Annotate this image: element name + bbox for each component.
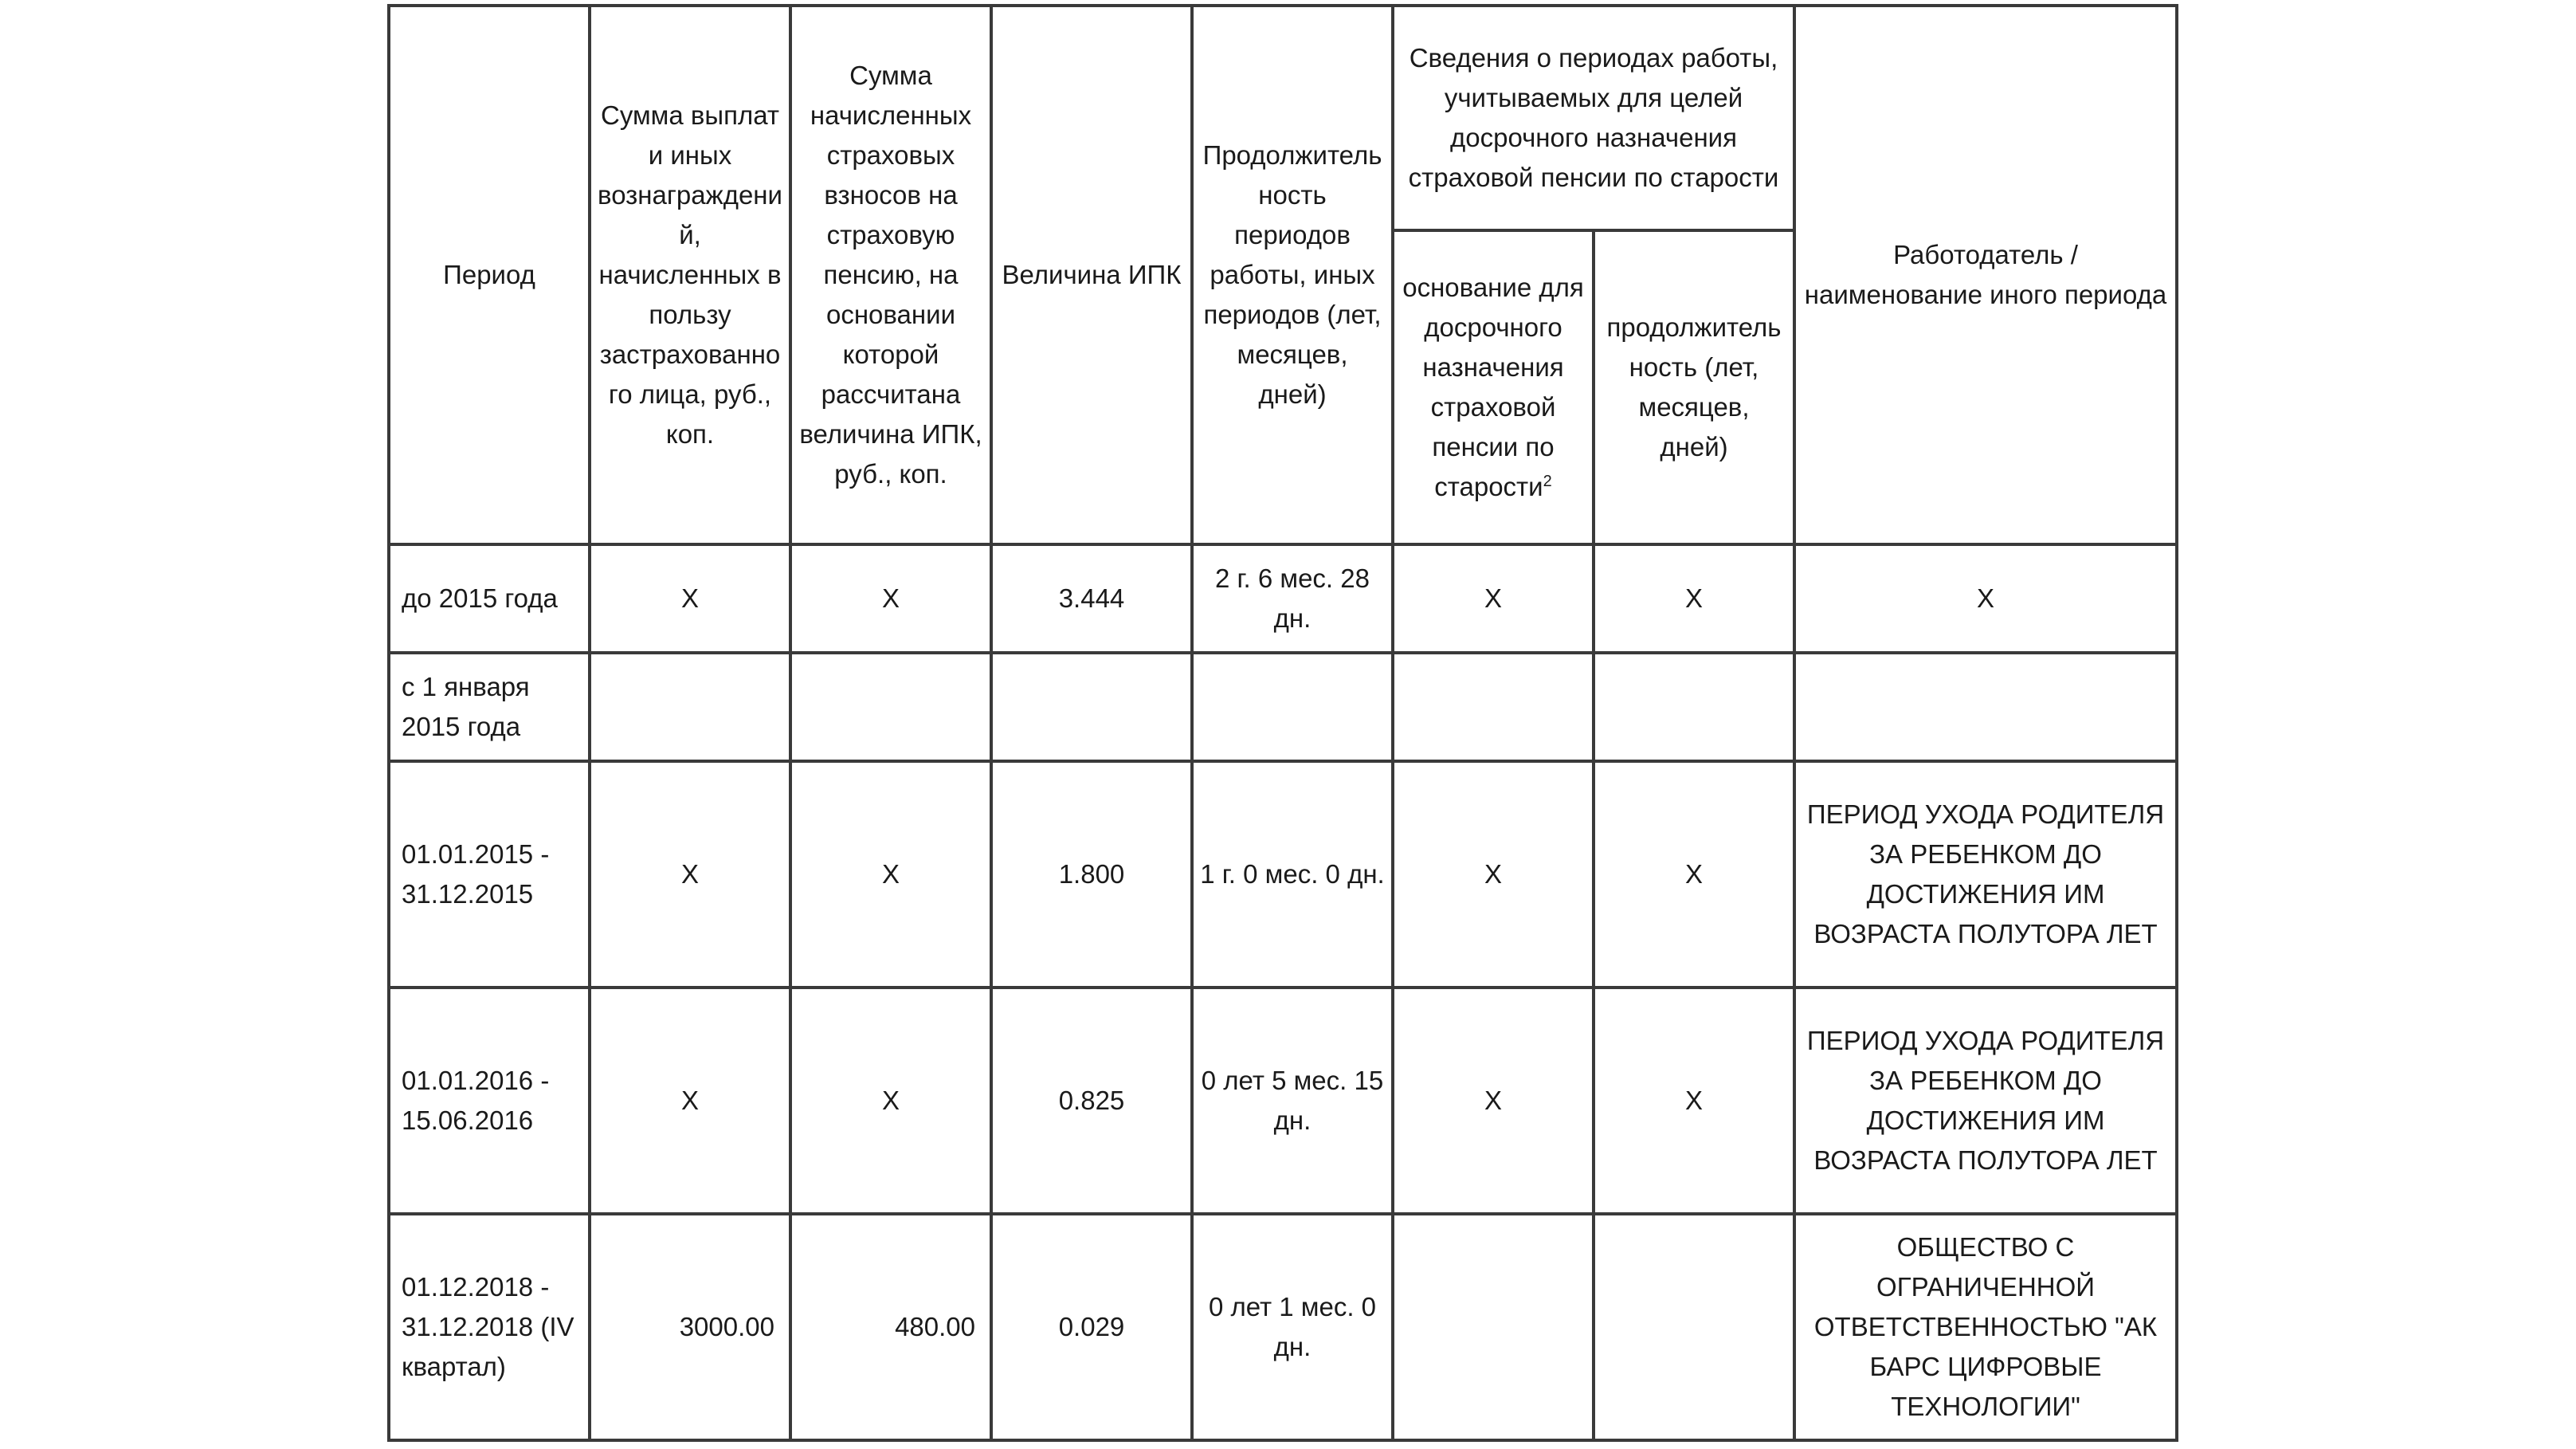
cell-duration — [1192, 653, 1393, 761]
cell-ipk: 1.800 — [991, 761, 1192, 988]
cell-contributions: X — [790, 544, 991, 653]
cell-early-basis — [1393, 1214, 1594, 1440]
header-early-basis — [1393, 230, 1594, 544]
cell-duration: 2 г. 6 мес. 28 дн. — [1192, 544, 1393, 653]
cell-payments: X — [590, 544, 790, 653]
table-row — [389, 1214, 2177, 1440]
cell-ipk — [991, 653, 1192, 761]
cell-payments — [590, 653, 790, 761]
cell-period: 01.01.2016 - 15.06.2016 — [389, 988, 590, 1214]
pension-periods-table — [387, 4, 2178, 1442]
header-early-basis-text: основание для досрочного назначения страховой пенсии по старости — [1402, 273, 1584, 501]
cell-contributions: X — [790, 761, 991, 988]
cell-early-duration: X — [1594, 988, 1794, 1214]
cell-duration: 1 г. 0 мес. 0 дн. — [1192, 761, 1393, 988]
header-period: Период — [389, 6, 590, 544]
cell-period: 01.01.2015 - 31.12.2015 — [389, 761, 590, 988]
header-early-duration: продолжительность (лет, месяцев, дней) — [1594, 230, 1794, 544]
cell-period: до 2015 года — [389, 544, 590, 653]
cell-early-duration: X — [1594, 544, 1794, 653]
cell-contributions: 480.00 — [790, 1214, 991, 1440]
cell-early-basis: X — [1393, 988, 1594, 1214]
footnote-marker: 2 — [1543, 473, 1552, 490]
table-row — [389, 761, 2177, 988]
cell-payments: X — [590, 988, 790, 1214]
cell-ipk: 0.825 — [991, 988, 1192, 1214]
cell-early-duration: X — [1594, 761, 1794, 988]
cell-contributions: X — [790, 988, 991, 1214]
header-employer: Работодатель / наименование иного периода — [1794, 6, 2177, 544]
table-row — [389, 988, 2177, 1214]
cell-employer: ПЕРИОД УХОДА РОДИТЕЛЯ ЗА РЕБЕНКОМ ДО ДОСТИЖЕНИЯ ИМ ВОЗРАСТА ПОЛУТОРА ЛЕТ — [1794, 988, 2177, 1214]
cell-period: 01.12.2018 - 31.12.2018 (IV квартал) — [389, 1214, 590, 1440]
header-early-retirement-group: Сведения о периодах работы, учитываемых для целей досрочного назначения страховой пенсии по старости — [1393, 6, 1794, 230]
header-payments-sum: Сумма выплат и иных вознаграждений, начисленных в пользу застрахованного лица, руб., коп. — [590, 6, 790, 544]
cell-early-duration — [1594, 1214, 1794, 1440]
cell-early-basis — [1393, 653, 1594, 761]
cell-duration: 0 лет 1 мес. 0 дн. — [1192, 1214, 1393, 1440]
cell-ipk: 3.444 — [991, 544, 1192, 653]
table-row — [389, 653, 2177, 761]
header-row-top — [389, 6, 2177, 230]
header-duration: Продолжительность периодов работы, иных периодов (лет, месяцев, дней) — [1192, 6, 1393, 544]
cell-duration: 0 лет 5 мес. 15 дн. — [1192, 988, 1393, 1214]
cell-payments: X — [590, 761, 790, 988]
cell-ipk: 0.029 — [991, 1214, 1192, 1440]
header-ipk: Величина ИПК — [991, 6, 1192, 544]
cell-employer: ОБЩЕСТВО С ОГРАНИЧЕННОЙ ОТВЕТСТВЕННОСТЬЮ "АК БАРС ЦИФРОВЫЕ ТЕХНОЛОГИИ" — [1794, 1214, 2177, 1440]
cell-employer: X — [1794, 544, 2177, 653]
cell-early-basis: X — [1393, 544, 1594, 653]
cell-payments: 3000.00 — [590, 1214, 790, 1440]
cell-period: с 1 января 2015 года — [389, 653, 590, 761]
cell-employer — [1794, 653, 2177, 761]
cell-early-basis: X — [1393, 761, 1594, 988]
table-row — [389, 544, 2177, 653]
header-contributions-sum: Сумма начисленных страховых взносов на страховую пенсию, на основании которой рассчитана величина ИПК, руб., коп. — [790, 6, 991, 544]
cell-early-duration — [1594, 653, 1794, 761]
cell-employer: ПЕРИОД УХОДА РОДИТЕЛЯ ЗА РЕБЕНКОМ ДО ДОСТИЖЕНИЯ ИМ ВОЗРАСТА ПОЛУТОРА ЛЕТ — [1794, 761, 2177, 988]
cell-contributions — [790, 653, 991, 761]
